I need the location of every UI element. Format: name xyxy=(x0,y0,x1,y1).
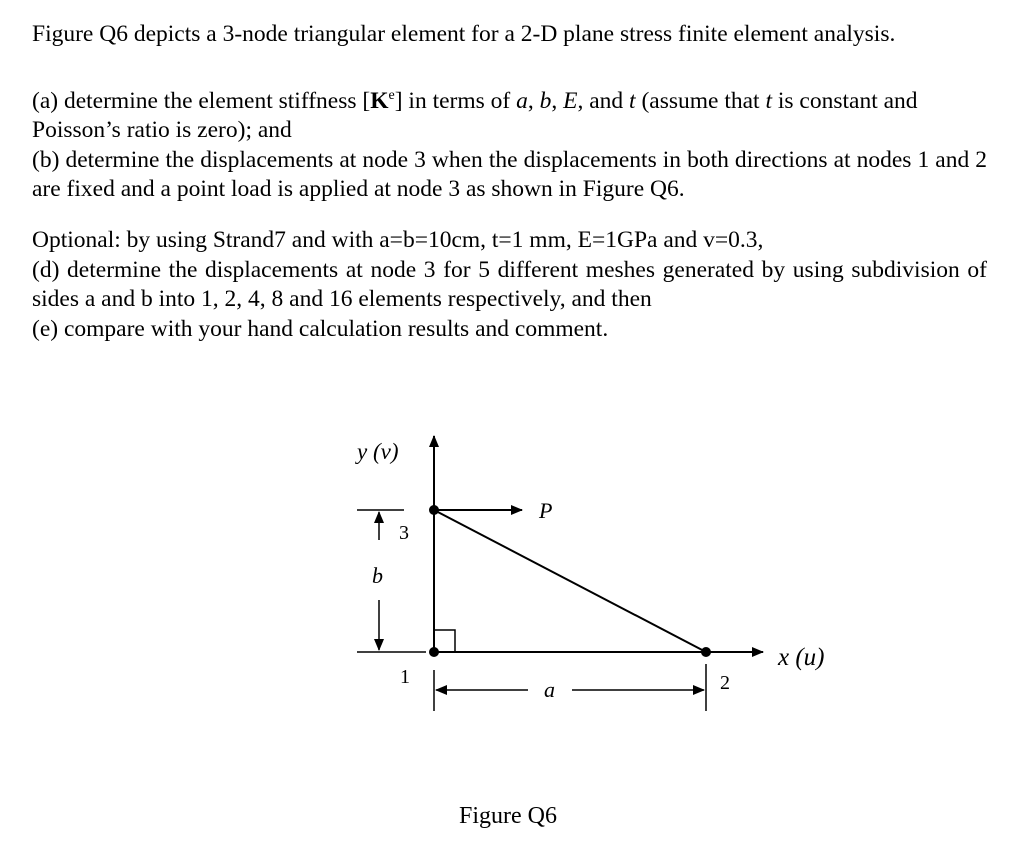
node-1 xyxy=(429,647,439,657)
dim-b-label: b xyxy=(372,563,383,588)
part-a-prefix: (a) determine the element stiffness [ xyxy=(32,87,371,114)
var-E: E xyxy=(563,87,578,114)
load-label: P xyxy=(539,498,553,523)
var-a: a xyxy=(516,87,528,114)
var-t-2: t xyxy=(765,87,772,114)
comma-1: , xyxy=(527,87,540,114)
comma-2: , xyxy=(551,87,564,114)
node-3 xyxy=(429,505,439,515)
stiffness-symbol: K xyxy=(370,87,389,114)
part-d-text: (d) determine the displacements at node 3 for 5 different meshes generated by using subdivision of sides a and b into 1, 2, 4, 8 and 16 elements respectively, and then xyxy=(32,256,987,312)
part-a-middle: ] in terms of xyxy=(394,87,517,114)
node-1-label: 1 xyxy=(400,666,410,688)
triangle-hypotenuse xyxy=(434,510,706,652)
var-t: t xyxy=(629,87,636,114)
part-a-suffix: is constant and Poisson’s ratio is zero); and xyxy=(32,87,918,144)
var-b: b xyxy=(539,87,552,114)
assume-text: (assume that xyxy=(635,87,766,114)
x-axis-label: x (u) xyxy=(778,644,825,671)
part-e-text: (e) compare with your hand calculation results and comment. xyxy=(32,315,609,342)
dim-a-label: a xyxy=(544,677,555,702)
y-axis-label: y (v) xyxy=(357,439,399,464)
intro-text: Figure Q6 depicts a 3-node triangular element for a 2-D plane stress finite element analysis. xyxy=(32,21,896,47)
node-2-label: 2 xyxy=(720,672,730,694)
part-b-text: (b) determine the displacements at node 3 when the displacements in both directions at nodes 1 and 2 are fixed and a point load is applied at node 3 as shown in Figure Q6. xyxy=(32,146,987,203)
figure-caption: Figure Q6 xyxy=(459,803,557,829)
node-3-label: 3 xyxy=(399,522,409,544)
and-word: , and xyxy=(577,87,630,114)
stiffness-superscript: e xyxy=(388,88,395,103)
node-2 xyxy=(701,647,711,657)
optional-intro: Optional: by using Strand7 and with a=b=10cm, t=1 mm, E=1GPa and v=0.3, xyxy=(32,227,764,253)
